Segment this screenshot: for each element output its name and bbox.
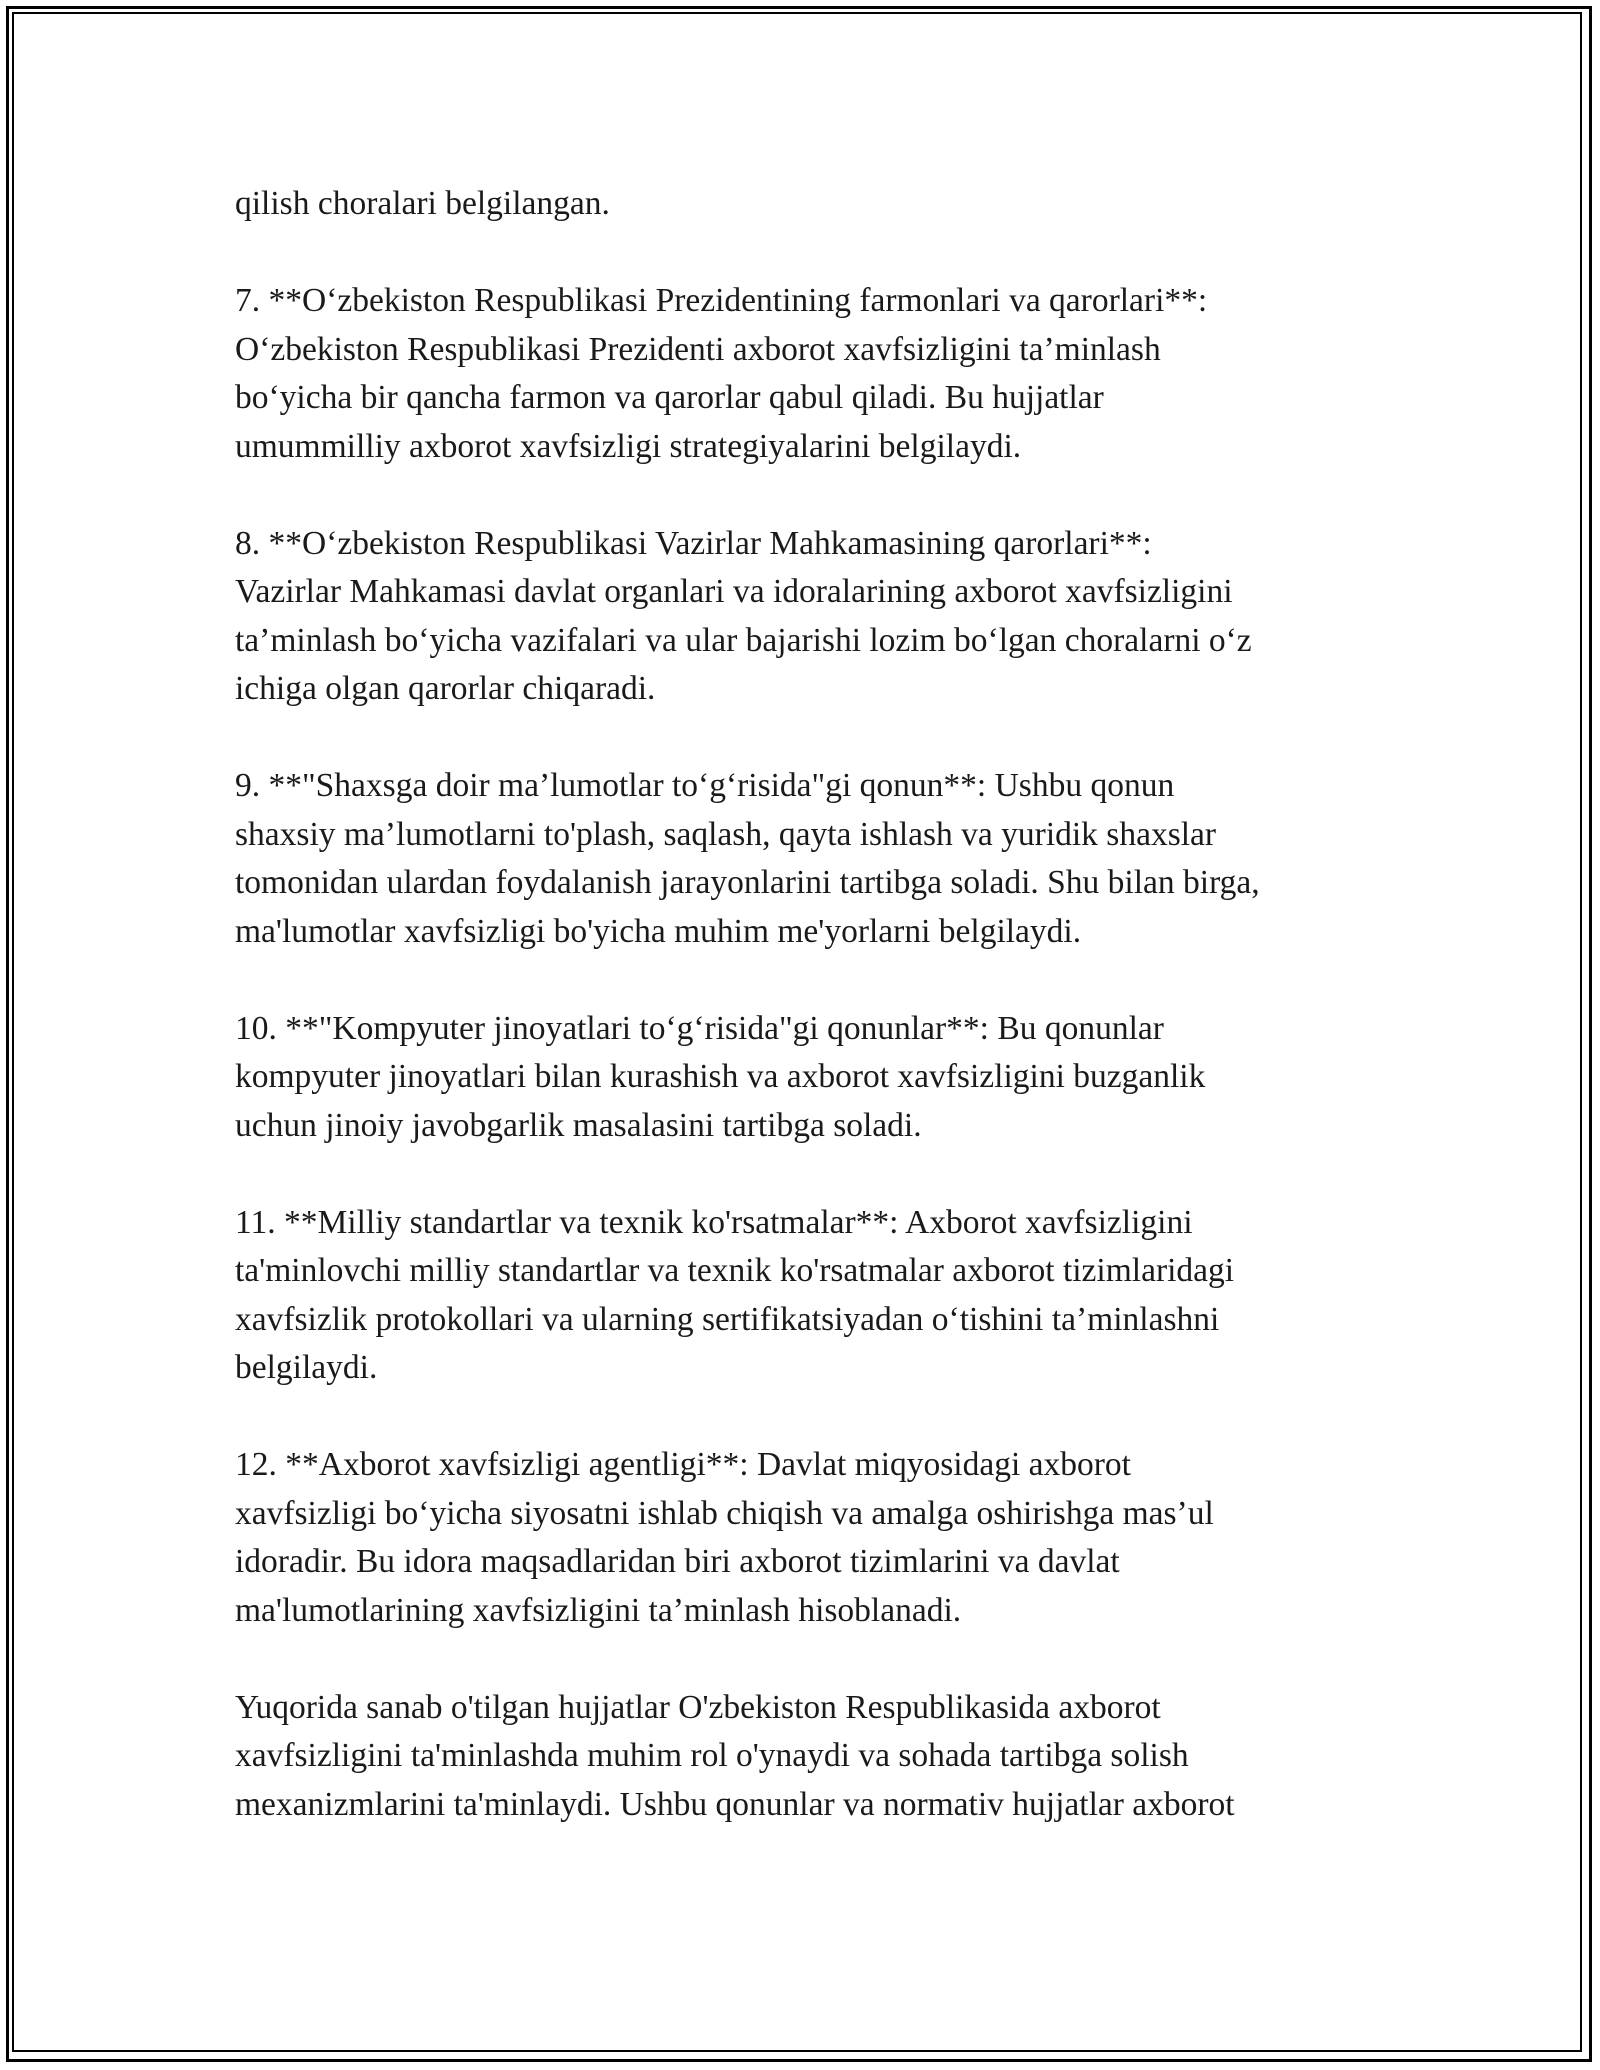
- text-line: shaxsiy ma’lumotlarni to'plash, saqlash, qayta ishlash va yuridik shaxslar: [235, 815, 1217, 853]
- text-line: uchun jinoiy javobgarlik masalasini tartibga soladi.: [235, 1106, 922, 1144]
- paragraph-item-10: [235, 1005, 1415, 1151]
- text-line: ma'lumotlar xavfsizligi bo'yicha muhim me'yorlarni belgilaydi.: [235, 912, 1082, 950]
- paragraph-item-12: [235, 1441, 1415, 1635]
- text-line: qilish choralari belgilangan.: [235, 185, 610, 222]
- text-line: tomonidan ulardan foydalanish jarayonlarini tartibga soladi. Shu bilan birga,: [235, 864, 1260, 901]
- paragraph-item-7: [235, 277, 1415, 471]
- text-line: Yuqorida sanab o'tilgan hujjatlar O'zbekiston Respublikasida axborot: [235, 1688, 1161, 1726]
- document-body: [235, 180, 1415, 1878]
- text-line: 9. **"Shaxsga doir ma’lumotlar to‘g‘risida"gi qonun**: Ushbu qonun: [235, 767, 1175, 804]
- text-line: bo‘yicha bir qancha farmon va qarorlar qabul qiladi. Bu hujjatlar: [235, 379, 1104, 416]
- text-line: Vazirlar Mahkamasi davlat organlari va idoralarining axborot xavfsizligini: [235, 573, 1233, 610]
- paragraph-item-8: [235, 520, 1415, 714]
- text-line: 7. **O‘zbekiston Respublikasi Prezidentining farmonlari va qarorlari**:: [235, 282, 1208, 319]
- text-line: 12. **Axborot xavfsizligi agentligi**: Davlat miqyosidagi axborot: [235, 1446, 1131, 1483]
- paragraph-item-11: [235, 1199, 1415, 1393]
- text-line: idoradir. Bu idora maqsadlaridan biri axborot tizimlarini va davlat: [235, 1543, 1120, 1580]
- text-line: 11. **Milliy standartlar va texnik ko'rsatmalar**: Axborot xavfsizligini: [235, 1203, 1193, 1241]
- text-line: mexanizmlarini ta'minlaydi. Ushbu qonunlar va normativ hujjatlar axborot: [235, 1785, 1235, 1823]
- text-line: ma'lumotlarining xavfsizligini ta’minlash hisoblanadi.: [235, 1591, 962, 1629]
- text-line: xavfsizlik protokollari va ularning sertifikatsiyadan o‘tishini ta’minlashni: [235, 1300, 1220, 1338]
- text-line: xavfsizligini ta'minlashda muhim rol o'ynaydi va sohada tartibga solish: [235, 1737, 1189, 1774]
- text-line: 8. **O‘zbekiston Respublikasi Vazirlar Mahkamasining qarorlari**:: [235, 524, 1152, 562]
- text-line: ichiga olgan qarorlar chiqaradi.: [235, 670, 656, 707]
- text-line: ta'minlovchi milliy standartlar va texnik ko'rsatmalar axborot tizimlaridagi: [235, 1252, 1235, 1289]
- text-line: umummilliy axborot xavfsizligi strategiyalarini belgilaydi.: [235, 427, 1022, 465]
- paragraph-item-9: [235, 762, 1415, 956]
- paragraph-conclusion: [235, 1684, 1415, 1830]
- text-line: kompyuter jinoyatlari bilan kurashish va axborot xavfsizligini buzganlik: [235, 1058, 1206, 1095]
- text-line: belgilaydi.: [235, 1349, 378, 1386]
- paragraph-continuation: [235, 180, 1415, 229]
- text-line: xavfsizligi bo‘yicha siyosatni ishlab chiqish va amalga oshirishga mas’ul: [235, 1494, 1214, 1532]
- text-line: 10. **"Kompyuter jinoyatlari to‘g‘risida"gi qonunlar**: Bu qonunlar: [235, 1009, 1164, 1047]
- text-line: ta’minlash bo‘yicha vazifalari va ular bajarishi lozim bo‘lgan choralarni o‘z: [235, 621, 1252, 659]
- text-line: O‘zbekiston Respublikasi Prezidenti axborot xavfsizligini ta’minlash: [235, 330, 1161, 368]
